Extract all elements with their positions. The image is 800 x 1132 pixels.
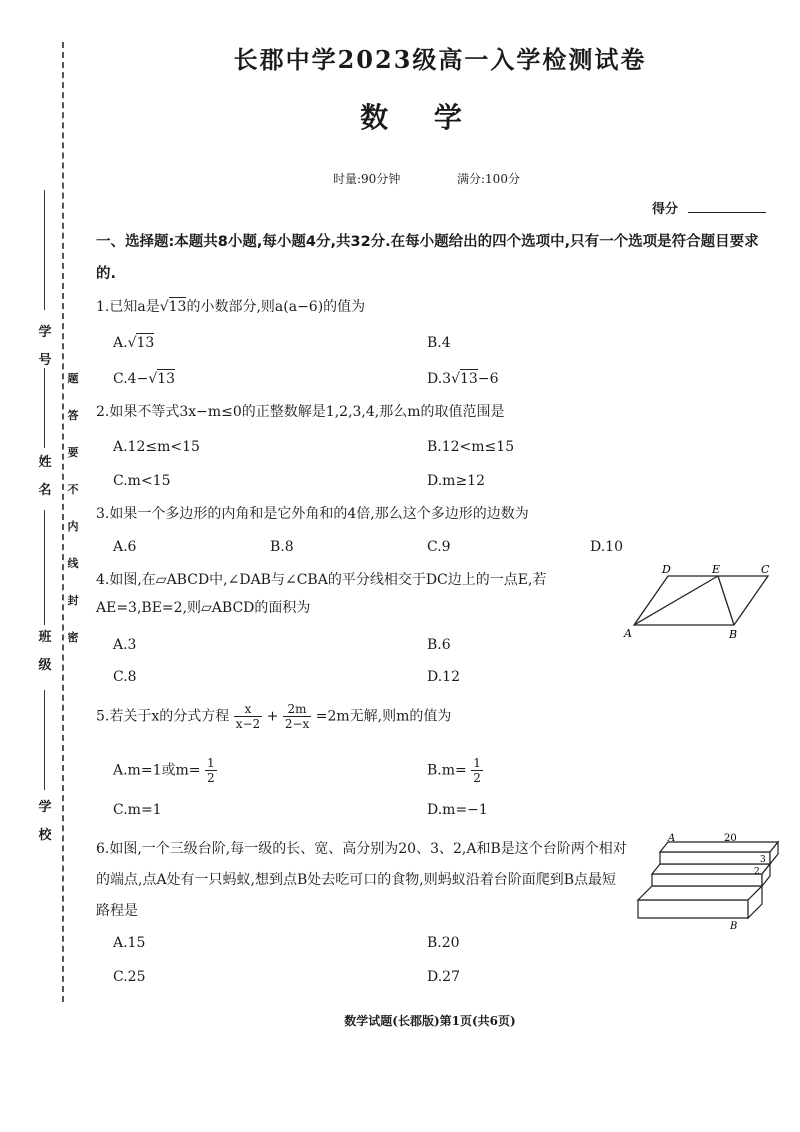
binding-fill-line xyxy=(44,510,45,625)
q2-option-c: C.m<15 xyxy=(113,473,171,489)
stair-front-face xyxy=(638,900,748,918)
binding-label-student-no: 学 号 xyxy=(38,325,52,368)
score-label: 得分 xyxy=(652,202,679,217)
binding-dashed-line xyxy=(62,42,64,1002)
seal-line-notice: 题 答 要 不 内 线 封 密 xyxy=(67,372,79,644)
stair-tread xyxy=(638,886,762,900)
stairs-figure xyxy=(630,830,780,934)
q4-option-c: C.8 xyxy=(113,669,137,685)
binding-fill-line xyxy=(44,190,45,310)
binding-fill-line xyxy=(44,690,45,790)
q3-option-a: A.6 xyxy=(113,539,137,555)
q5-option-c: C.m=1 xyxy=(113,802,162,818)
point-c-label: C xyxy=(761,563,770,576)
q2-option-b: B.12<m≤15 xyxy=(427,439,515,455)
point-a-label: A xyxy=(668,833,676,844)
q5-option-d: D.m=−1 xyxy=(427,802,488,818)
point-b-label: B xyxy=(729,628,738,640)
parallelogram-abcd xyxy=(634,576,768,625)
stair-tread xyxy=(660,842,778,852)
exam-title: 长郡中学2023级高一入学检测试卷 xyxy=(233,45,647,74)
q6-option-a: A.15 xyxy=(113,935,146,951)
q4-option-b: B.6 xyxy=(427,637,451,653)
point-a-label: A xyxy=(624,627,632,640)
q3-option-b: B.8 xyxy=(270,539,294,555)
question-2-stem: 2.如果不等式3x−m≤0的正整数解是1,2,3,4,那么m的取值范围是 xyxy=(96,404,505,420)
height-label: 2 xyxy=(754,867,760,877)
subject-title: 数 学 xyxy=(360,101,480,134)
exam-time: 时量:90分钟 xyxy=(333,172,401,186)
binding-fill-line xyxy=(44,368,45,448)
q5-option-a: A.m=1或m= $\frac{1}{2}$ xyxy=(113,756,215,785)
question-1-stem: 1.已知a是√13的小数部分,则a(a−6)的值为 xyxy=(96,299,366,315)
q4-option-d: D.12 xyxy=(427,669,460,685)
bisector-ae xyxy=(634,576,718,625)
q2-option-d: D.m≥12 xyxy=(427,473,485,489)
q1-option-b: B.4 xyxy=(427,335,451,351)
q1-option-d: D.3√13−6 xyxy=(427,371,499,387)
question-3-stem: 3.如果一个多边形的内角和是它外角和的4倍,那么这个多边形的边数为 xyxy=(96,506,529,522)
point-b-label: B xyxy=(730,921,738,932)
question-6-stem: 6.如图,一个三级台阶,每一级的长、宽、高分别为20、3、2,A和B是这个台阶两个相对的端点,点A处有一只蚂蚁,想到点B处去吃可口的食物,则蚂蚁沿着台阶面爬到B点最短路程是 xyxy=(96,841,627,919)
length-label: 20 xyxy=(724,833,737,844)
q5-option-b: B.m= $\frac{1}{2}$ xyxy=(427,756,481,785)
question-4-stem: 4.如图,在▱ABCD中,∠DAB与∠CBA的平分线相交于DC边上的一点E,若AE=3,BE=2,则▱ABCD的面积为 xyxy=(96,572,547,616)
width-label: 3 xyxy=(760,855,766,865)
q3-option-c: C.9 xyxy=(427,539,451,555)
q3-option-d: D.10 xyxy=(590,539,623,555)
stair-front-face xyxy=(652,874,762,886)
stair-front-face xyxy=(660,852,770,864)
q6-option-b: B.20 xyxy=(427,935,460,951)
question-5-stem: 5.若关于x的分式方程 $\frac{x}{x-2}$ + $\frac{2m}{2-x}$ =2m无解,则m的值为 xyxy=(96,702,452,731)
q6-option-c: C.25 xyxy=(113,969,146,985)
stair-tread xyxy=(652,864,770,874)
q4-option-a: A.3 xyxy=(113,637,137,653)
binding-label-class: 班 级 xyxy=(38,630,52,673)
q6-option-d: D.27 xyxy=(427,969,460,985)
q1-option-a: A.√13 xyxy=(113,335,155,351)
q2-option-a: A.12≤m<15 xyxy=(113,439,200,455)
parallelogram-figure xyxy=(622,562,782,640)
binding-label-name: 姓 名 xyxy=(38,455,52,498)
full-score: 满分:100分 xyxy=(457,172,520,186)
section-instructions: 一、选择题:本题共8小题,每小题4分,共32分.在每小题给出的四个选项中,只有一个选项是符合题目要求的. xyxy=(96,234,759,282)
binding-label-school: 学 校 xyxy=(38,800,52,843)
q1-option-c: C.4−√13 xyxy=(113,371,176,387)
bisector-be xyxy=(718,576,734,625)
score-blank xyxy=(688,212,766,213)
page-footer: 数学试题(长郡版)第1页(共6页) xyxy=(344,1014,516,1028)
point-d-label: D xyxy=(662,563,671,576)
point-e-label: E xyxy=(712,563,721,576)
